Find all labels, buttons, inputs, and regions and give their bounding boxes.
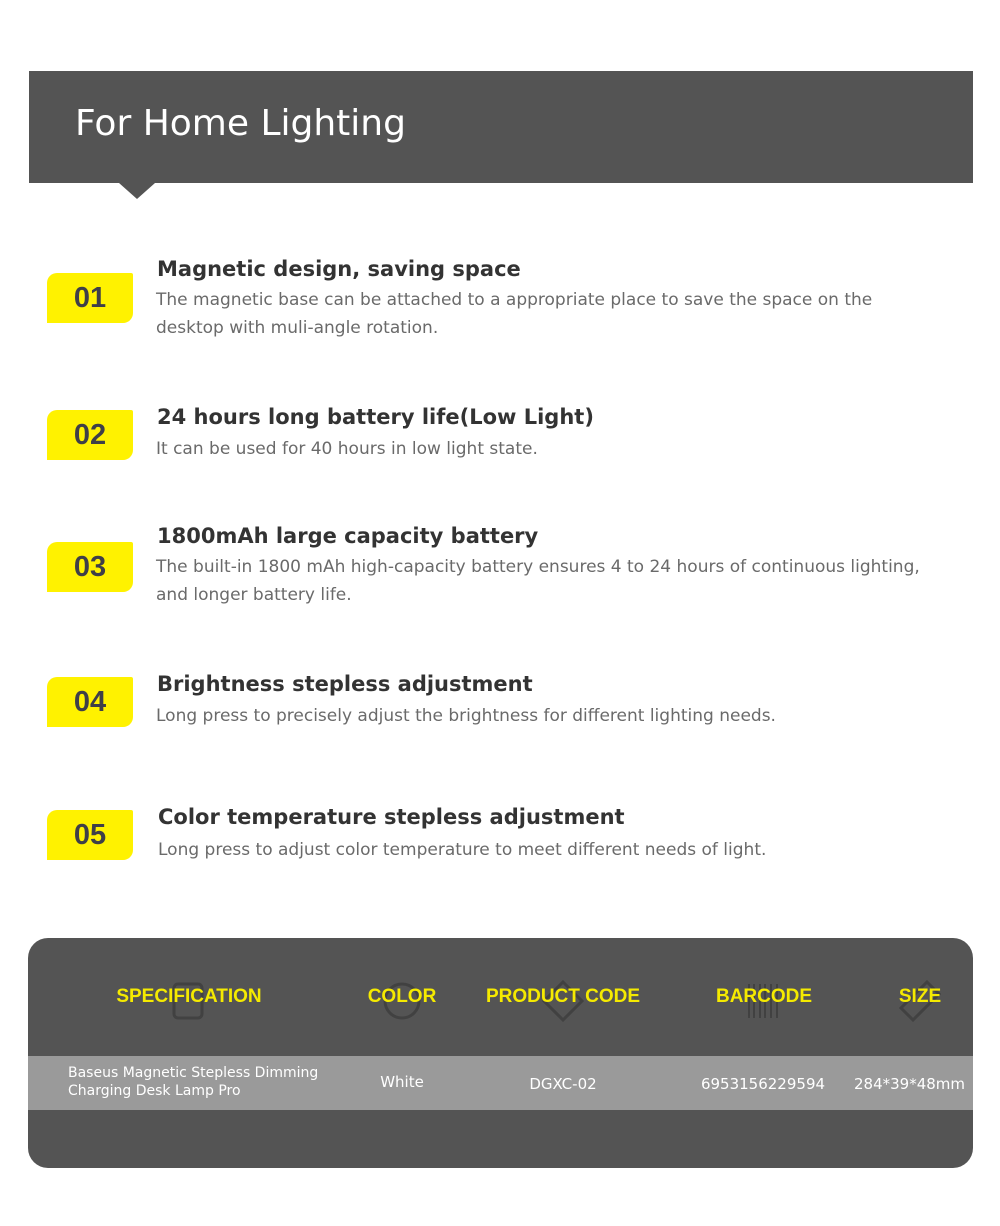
feature-description: It can be used for 40 hours in low light state. <box>156 439 538 459</box>
feature-description: The built-in 1800 mAh high-capacity battery ensures 4 to 24 hours of continuous lighting, and longer battery life. <box>156 557 920 605</box>
feature-description: Long press to precisely adjust the brightness for different lighting needs. <box>156 706 776 726</box>
cell-product-code: DGXC-02 <box>529 1075 597 1093</box>
header-specification: SPECIFICATION <box>116 986 262 1007</box>
header-color: COLOR <box>367 986 437 1007</box>
cell-specification-line1: Baseus Magnetic Stepless Dimming <box>68 1065 319 1081</box>
feature-number-badge: 05 <box>47 810 133 860</box>
header-size: SIZE <box>898 986 942 1007</box>
cell-color: White <box>380 1073 424 1091</box>
feature-title: Color temperature stepless adjustment <box>158 805 625 829</box>
banner-title: For Home Lighting <box>75 103 406 144</box>
cell-size: 284*39*48mm <box>854 1075 966 1093</box>
feature-title: 1800mAh large capacity battery <box>157 524 539 548</box>
feature-description: Long press to adjust color temperature to meet different needs of light. <box>158 840 767 860</box>
feature-number-badge: 04 <box>47 677 133 727</box>
section-banner <box>29 71 973 183</box>
cell-specification-line2: Charging Desk Lamp Pro <box>68 1083 241 1099</box>
header-barcode: BARCODE <box>715 986 813 1007</box>
feature-title: Magnetic design, saving space <box>157 257 521 281</box>
feature-number-badge: 02 <box>47 410 133 460</box>
table-row <box>28 1056 973 1110</box>
feature-title: 24 hours long battery life(Low Light) <box>157 405 594 429</box>
feature-title: Brightness stepless adjustment <box>157 672 533 696</box>
specification-table <box>28 938 973 1168</box>
feature-number-badge: 03 <box>47 542 133 592</box>
cell-barcode: 6953156229594 <box>700 1075 826 1093</box>
feature-description: The magnetic base can be attached to a appropriate place to save the space on the desktop with muli-angle rotation. <box>156 290 873 338</box>
header-product-code: PRODUCT CODE <box>485 986 641 1007</box>
feature-number-badge: 01 <box>47 273 133 323</box>
banner-pointer <box>119 183 155 199</box>
